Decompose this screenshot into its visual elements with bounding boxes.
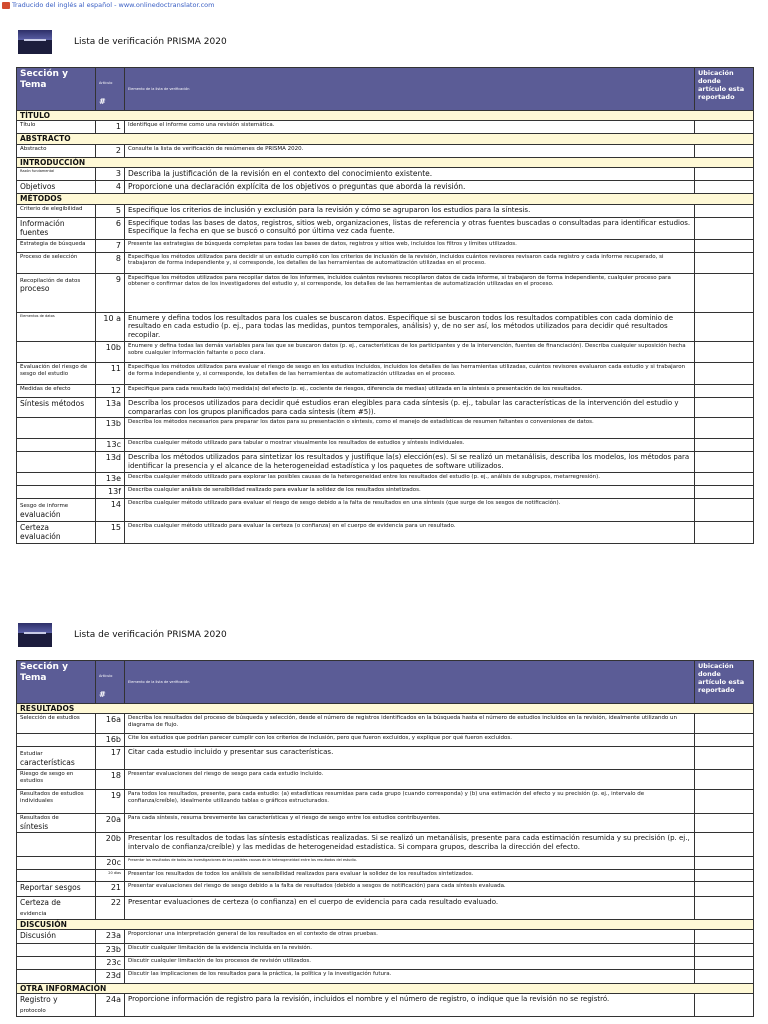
translate-icon	[2, 2, 10, 9]
location-cell[interactable]	[695, 397, 754, 418]
item-number: 5	[96, 204, 125, 217]
section-label: INTRODUCCIÓN	[17, 157, 754, 167]
location-cell[interactable]	[695, 857, 754, 870]
table-row	[17, 857, 754, 870]
topic-cell: Razón fundamental	[17, 168, 96, 181]
table-row	[17, 897, 754, 919]
section-row	[17, 157, 754, 167]
table-row	[17, 499, 754, 521]
section-row	[17, 134, 754, 144]
table-row	[17, 521, 754, 543]
topic-cell	[17, 418, 96, 439]
item-number: 22	[96, 897, 125, 919]
table-row	[17, 181, 754, 194]
section-label: TÍTULO	[17, 111, 754, 121]
table-row	[17, 813, 754, 833]
item-number: 10b	[96, 341, 125, 362]
item-description: Consulte la lista de verificación de resúmenes de PRISMA 2020.	[125, 144, 695, 157]
location-cell[interactable]	[695, 341, 754, 362]
item-description: Describa cualquier método utilizado para tabular o mostrar visualmente los resultados de estudios y síntesis individuales.	[125, 439, 695, 452]
location-cell[interactable]	[695, 833, 754, 857]
topic-cell: Abstracto	[17, 144, 96, 157]
location-cell[interactable]	[695, 957, 754, 970]
checklist-table-1	[16, 67, 754, 544]
section-row	[17, 111, 754, 121]
prisma-logo	[18, 623, 52, 647]
item-description: Describa los métodos utilizados para sintetizar los resultados y justifique la(s) elección(es). Si se realizó un metanálisis, describa los modelos, los métodos para identificar la presencia y el alcance de la heterogeneidad estadística y los paquetes de software utilizados.	[125, 452, 695, 473]
item-description: Describa la justificación de la revisión en el contexto del conocimiento existente.	[125, 168, 695, 181]
item-number: 9	[96, 273, 125, 312]
location-cell[interactable]	[695, 273, 754, 312]
table-row	[17, 994, 754, 1016]
header-hash: #	[99, 690, 106, 699]
item-number: 15	[96, 521, 125, 543]
location-cell[interactable]	[695, 204, 754, 217]
topic-cell	[17, 870, 96, 882]
table-row	[17, 121, 754, 134]
item-number: 8	[96, 252, 125, 273]
item-description: Describa cualquier método utilizado para explorar las posibles causas de la heterogeneidad entre los resultados del estudio (p. ej., análisis de subgrupos, metarregresión).	[125, 473, 695, 486]
location-cell[interactable]	[695, 168, 754, 181]
item-description: Para cada síntesis, resuma brevemente las características y el riesgo de sesgo entre los estudios contribuyentes.	[125, 813, 695, 833]
translation-bar[interactable]	[0, 0, 214, 10]
topic-cell: Síntesis métodos	[17, 397, 96, 418]
topic-cell	[17, 944, 96, 957]
location-cell[interactable]	[695, 870, 754, 882]
topic-cell	[17, 452, 96, 473]
topic-cell	[17, 486, 96, 499]
item-description: Describa cualquier método utilizado para evaluar la certeza (o confianza) en el cuerpo de evidencia para un resultado.	[125, 521, 695, 543]
item-number: 23d	[96, 970, 125, 984]
location-cell[interactable]	[695, 452, 754, 473]
item-description: Especifique los métodos utilizados para decidir si un estudio cumplió con los criterios de inclusión de la revisión, incluidos cuántos revisores revisaron cada registro y cada informe recuperado, si trabajaron de forma independiente y, si corresponde, los detalles de las herramientas de automatización utilizadas en el proceso.	[125, 252, 695, 273]
item-description: Especifique los métodos utilizados para evaluar el riesgo de sesgo en los estudios incluidos, incluidos los detalles de las herramientas utilizadas, cuántos revisores evaluaron cada estudio y si trabajaron de forma independiente y, si corresponde, los detalles de las herramientas de automatización utilizadas en el proceso.	[125, 362, 695, 384]
item-number: 2	[96, 144, 125, 157]
item-description: Discutir cualquier limitación de los procesos de revisión utilizados.	[125, 957, 695, 970]
location-cell[interactable]	[695, 362, 754, 384]
location-cell[interactable]	[695, 994, 754, 1016]
topic-cell: Resultados de síntesis	[17, 813, 96, 833]
page-header-2	[18, 623, 227, 647]
section-label: ABSTRACTO	[17, 134, 754, 144]
topic-cell: Objetivos	[17, 181, 96, 194]
checklist-table-2	[16, 660, 754, 1017]
header-section-topic: Sección y Tema	[17, 661, 96, 704]
topic-cell: Resultados de estudios individuales	[17, 789, 96, 813]
item-number: 23a	[96, 930, 125, 944]
table-row	[17, 418, 754, 439]
topic-cell	[17, 473, 96, 486]
table-row	[17, 714, 754, 734]
item-number: 20b	[96, 833, 125, 857]
item-number: 23c	[96, 957, 125, 970]
table-row	[17, 144, 754, 157]
item-number: 11	[96, 362, 125, 384]
item-number: 10 a	[96, 312, 125, 341]
page-title: Lista de verificación PRISMA 2020	[74, 37, 227, 47]
item-description: Cite los estudios que podrían parecer cumplir con los criterios de inclusión, pero que fueron excluidos, y explique por qué fueron excluidos.	[125, 734, 695, 747]
location-cell[interactable]	[695, 121, 754, 134]
section-row	[17, 194, 754, 204]
header-item-number	[96, 68, 125, 111]
header-item-number	[96, 661, 125, 704]
topic-cell	[17, 857, 96, 870]
header-location: Ubicación donde artículo esta reportado	[695, 68, 754, 111]
header-checklist-item: Elemento de la lista de verificación	[125, 661, 695, 704]
page-title: Lista de verificación PRISMA 2020	[74, 630, 227, 640]
location-cell[interactable]	[695, 473, 754, 486]
item-number: 4	[96, 181, 125, 194]
item-number: 20 días	[96, 870, 125, 882]
table-row	[17, 384, 754, 397]
topic-cell: Elementos de datos	[17, 312, 96, 341]
item-number: 21	[96, 882, 125, 897]
table-row	[17, 769, 754, 789]
topic-cell: Discusión	[17, 930, 96, 944]
location-cell[interactable]	[695, 217, 754, 239]
table-row	[17, 397, 754, 418]
topic-cell	[17, 833, 96, 857]
item-number: 16b	[96, 734, 125, 747]
topic-cell: Criterio de elegibilidad	[17, 204, 96, 217]
location-cell[interactable]	[695, 930, 754, 944]
table-header	[17, 68, 754, 111]
table-row	[17, 486, 754, 499]
item-number: 14	[96, 499, 125, 521]
topic-cell: Reportar sesgos	[17, 882, 96, 897]
item-number: 13c	[96, 439, 125, 452]
location-cell[interactable]	[695, 882, 754, 897]
topic-cell: Selección de estudios	[17, 714, 96, 734]
item-description: Enumere y defina todos los resultados para los cuales se buscaron datos. Especifique si se buscaron todos los resultados compatibles con cada dominio de resultado en cada estudio (p. ej., para todas las medidas, puntos temporales, análisis) y, de no ser así, los métodos utilizados para decidir qué resultados recopilar.	[125, 312, 695, 341]
table-row	[17, 789, 754, 813]
item-description: Especifique los criterios de inclusión y exclusión para la revisión y cómo se agruparon los estudios para la síntesis.	[125, 204, 695, 217]
table-row	[17, 217, 754, 239]
item-description: Presentar los resultados de todas las síntesis estadísticas realizadas. Si se realizó un metanálisis, presente para cada estimación resumida y su precisión (p. ej., intervalo de confianza/creíble) y las medidas de heterogeneidad estadística. Si compara grupos, describa la dirección del efecto.	[125, 833, 695, 857]
table-row	[17, 734, 754, 747]
item-description: Presentar evaluaciones del riesgo de sesgo para cada estudio incluido.	[125, 769, 695, 789]
topic-cell: Estudiar características	[17, 747, 96, 769]
table-row	[17, 204, 754, 217]
item-description: Discutir cualquier limitación de la evidencia incluida en la revisión.	[125, 944, 695, 957]
prisma-logo	[18, 30, 52, 54]
item-description: Especifique todas las bases de datos, registros, sitios web, organizaciones, listas de referencia y otras fuentes buscadas o consultadas para identificar estudios. Especifique la fecha en que se buscó o consultó por última vez cada fuente.	[125, 217, 695, 239]
item-number: 13a	[96, 397, 125, 418]
topic-cell: Información fuentes	[17, 217, 96, 239]
item-description: Proporcionar una interpretación general de los resultados en el contexto de otras pruebas.	[125, 930, 695, 944]
location-cell[interactable]	[695, 252, 754, 273]
item-description: Para todos los resultados, presente, para cada estudio: (a) estadísticas resumidas para cada grupo (cuando corresponda) y (b) una estimación del efecto y su precisión (p. ej., intervalo de confianza/creíble), idealmente utilizando tablas o gráficos estructurados.	[125, 789, 695, 813]
location-cell[interactable]	[695, 734, 754, 747]
item-number: 19	[96, 789, 125, 813]
topic-cell: Registro y protocolo	[17, 994, 96, 1016]
location-cell[interactable]	[695, 239, 754, 252]
location-cell[interactable]	[695, 714, 754, 734]
table-row	[17, 473, 754, 486]
item-number: 18	[96, 769, 125, 789]
location-cell[interactable]	[695, 769, 754, 789]
item-number: 24a	[96, 994, 125, 1016]
topic-cell: Sesgo de informe evaluación	[17, 499, 96, 521]
topic-cell: Certeza evaluación	[17, 521, 96, 543]
location-cell[interactable]	[695, 747, 754, 769]
location-cell[interactable]	[695, 486, 754, 499]
location-cell[interactable]	[695, 970, 754, 984]
topic-cell: Evaluación del riesgo de sesgo del estudio	[17, 362, 96, 384]
item-description: Discutir las implicaciones de los resultados para la práctica, la política y la investigación futura.	[125, 970, 695, 984]
item-description: Presente las estrategias de búsqueda completas para todas las bases de datos, registros y sitios web, incluidos los filtros y límites utilizados.	[125, 239, 695, 252]
item-number: 13e	[96, 473, 125, 486]
item-number: 20c	[96, 857, 125, 870]
header-section-topic: Sección y Tema	[17, 68, 96, 111]
item-number: 13f	[96, 486, 125, 499]
header-item-label: Artículo	[99, 81, 113, 85]
location-cell[interactable]	[695, 181, 754, 194]
item-number: 13b	[96, 418, 125, 439]
location-cell[interactable]	[695, 521, 754, 543]
item-description: Identifique el informe como una revisión sistemática.	[125, 121, 695, 134]
item-description: Enumere y defina todas las demás variables para las que se buscaron datos (p. ej., características de los participantes y de la intervención, fuentes de financiación). Describa cualquier suposición hecha sobre cualquier información faltante o poco clara.	[125, 341, 695, 362]
topic-cell	[17, 341, 96, 362]
topic-cell	[17, 734, 96, 747]
section-row	[17, 984, 754, 994]
translation-bar-text[interactable]: Traducido del inglés al español - www.onlinedoctranslator.com	[12, 1, 215, 9]
item-description: Describa cualquier método utilizado para evaluar el riesgo de sesgo debido a la falta de resultados en una síntesis (que surge de los sesgos de notificación).	[125, 499, 695, 521]
header-location: Ubicación donde artículo esta reportado	[695, 661, 754, 704]
item-number: 16a	[96, 714, 125, 734]
item-description: Proporcione información de registro para la revisión, incluidos el nombre y el número de registro, o indique que la revisión no se registró.	[125, 994, 695, 1016]
item-description: Presentar evaluaciones del riesgo de sesgo debido a la falta de resultados (debido a sesgos de notificación) para cada síntesis evaluada.	[125, 882, 695, 897]
table-row	[17, 957, 754, 970]
item-description: Presentar los resultados de todas las investigaciones de las posibles causas de la heterogeneidad entre los resultados del estudio.	[125, 857, 695, 870]
location-cell[interactable]	[695, 312, 754, 341]
item-number: 17	[96, 747, 125, 769]
header-hash: #	[99, 97, 106, 106]
topic-cell: Estrategia de búsqueda	[17, 239, 96, 252]
item-description: Especifique para cada resultado la(s) medida(s) del efecto (p. ej., cociente de riesgos, diferencia de medias) utilizada en la síntesis o presentación de los resultados.	[125, 384, 695, 397]
topic-cell: Proceso de selección	[17, 252, 96, 273]
item-description: Describa los procesos utilizados para decidir qué estudios eran elegibles para cada síntesis (p. ej., tabular las características de la intervención del estudio y compararlas con los grupos planificados para cada síntesis (ítem #5)).	[125, 397, 695, 418]
header-item-label: Artículo	[99, 674, 113, 678]
location-cell[interactable]	[695, 499, 754, 521]
header-checklist-item: Elemento de la lista de verificación	[125, 68, 695, 111]
item-description: Presentar evaluaciones de certeza (o confianza) en el cuerpo de evidencia para cada resultado evaluado.	[125, 897, 695, 919]
item-number: 6	[96, 217, 125, 239]
item-description: Especifique los métodos utilizados para recopilar datos de los informes, incluidos cuántos revisores recopilaron datos de cada informe, si trabajaron de forma independiente, cualquier proceso para obtener o confirmar datos de los investigadores del estudio y, si corresponde, los detalles de las herramientas de automatización utilizadas en el proceso.	[125, 273, 695, 312]
table-header	[17, 661, 754, 704]
table-row	[17, 362, 754, 384]
location-cell[interactable]	[695, 789, 754, 813]
topic-cell	[17, 439, 96, 452]
section-label: MÉTODOS	[17, 194, 754, 204]
table-row	[17, 970, 754, 984]
table-row	[17, 452, 754, 473]
section-row	[17, 704, 754, 714]
section-label: DISCUSIÓN	[17, 919, 754, 929]
item-number: 13d	[96, 452, 125, 473]
table-row	[17, 930, 754, 944]
topic-cell: Recopilación de datos proceso	[17, 273, 96, 312]
item-description: Citar cada estudio incluido y presentar sus características.	[125, 747, 695, 769]
topic-cell	[17, 957, 96, 970]
page-header-1	[18, 30, 227, 54]
item-description: Describa cualquier análisis de sensibilidad realizado para evaluar la solidez de los resultados sintetizados.	[125, 486, 695, 499]
table-row	[17, 833, 754, 857]
location-cell[interactable]	[695, 418, 754, 439]
location-cell[interactable]	[695, 384, 754, 397]
location-cell[interactable]	[695, 944, 754, 957]
table-row	[17, 944, 754, 957]
item-number: 12	[96, 384, 125, 397]
table-row	[17, 168, 754, 181]
item-description: Describa los resultados del proceso de búsqueda y selección, desde el número de registros identificados en la búsqueda hasta el número de estudios incluidos en la revisión, idealmente utilizando un diagrama de flujo.	[125, 714, 695, 734]
topic-cell: Certeza de evidencia	[17, 897, 96, 919]
table-row	[17, 870, 754, 882]
location-cell[interactable]	[695, 144, 754, 157]
topic-cell: Título	[17, 121, 96, 134]
table-row	[17, 882, 754, 897]
table-row	[17, 239, 754, 252]
item-number: 7	[96, 239, 125, 252]
item-number: 23b	[96, 944, 125, 957]
item-description: Presentar los resultados de todos los análisis de sensibilidad realizados para evaluar la solidez de los resultados sintetizados.	[125, 870, 695, 882]
item-description: Proporcione una declaración explícita de los objetivos o preguntas que aborda la revisión.	[125, 181, 695, 194]
table-row	[17, 312, 754, 341]
topic-cell: Riesgo de sesgo en estudios	[17, 769, 96, 789]
topic-cell	[17, 970, 96, 984]
table-row	[17, 252, 754, 273]
table-row	[17, 439, 754, 452]
section-row	[17, 919, 754, 929]
section-label: OTRA INFORMACIÓN	[17, 984, 754, 994]
item-number: 3	[96, 168, 125, 181]
section-label: RESULTADOS	[17, 704, 754, 714]
table-row	[17, 341, 754, 362]
location-cell[interactable]	[695, 813, 754, 833]
item-number: 1	[96, 121, 125, 134]
topic-cell: Medidas de efecto	[17, 384, 96, 397]
item-number: 20a	[96, 813, 125, 833]
location-cell[interactable]	[695, 897, 754, 919]
table-row	[17, 273, 754, 312]
location-cell[interactable]	[695, 439, 754, 452]
table-row	[17, 747, 754, 769]
item-description: Describa los métodos necesarios para preparar los datos para su presentación o síntesis, como el manejo de estadísticas de resumen faltantes o conversiones de datos.	[125, 418, 695, 439]
